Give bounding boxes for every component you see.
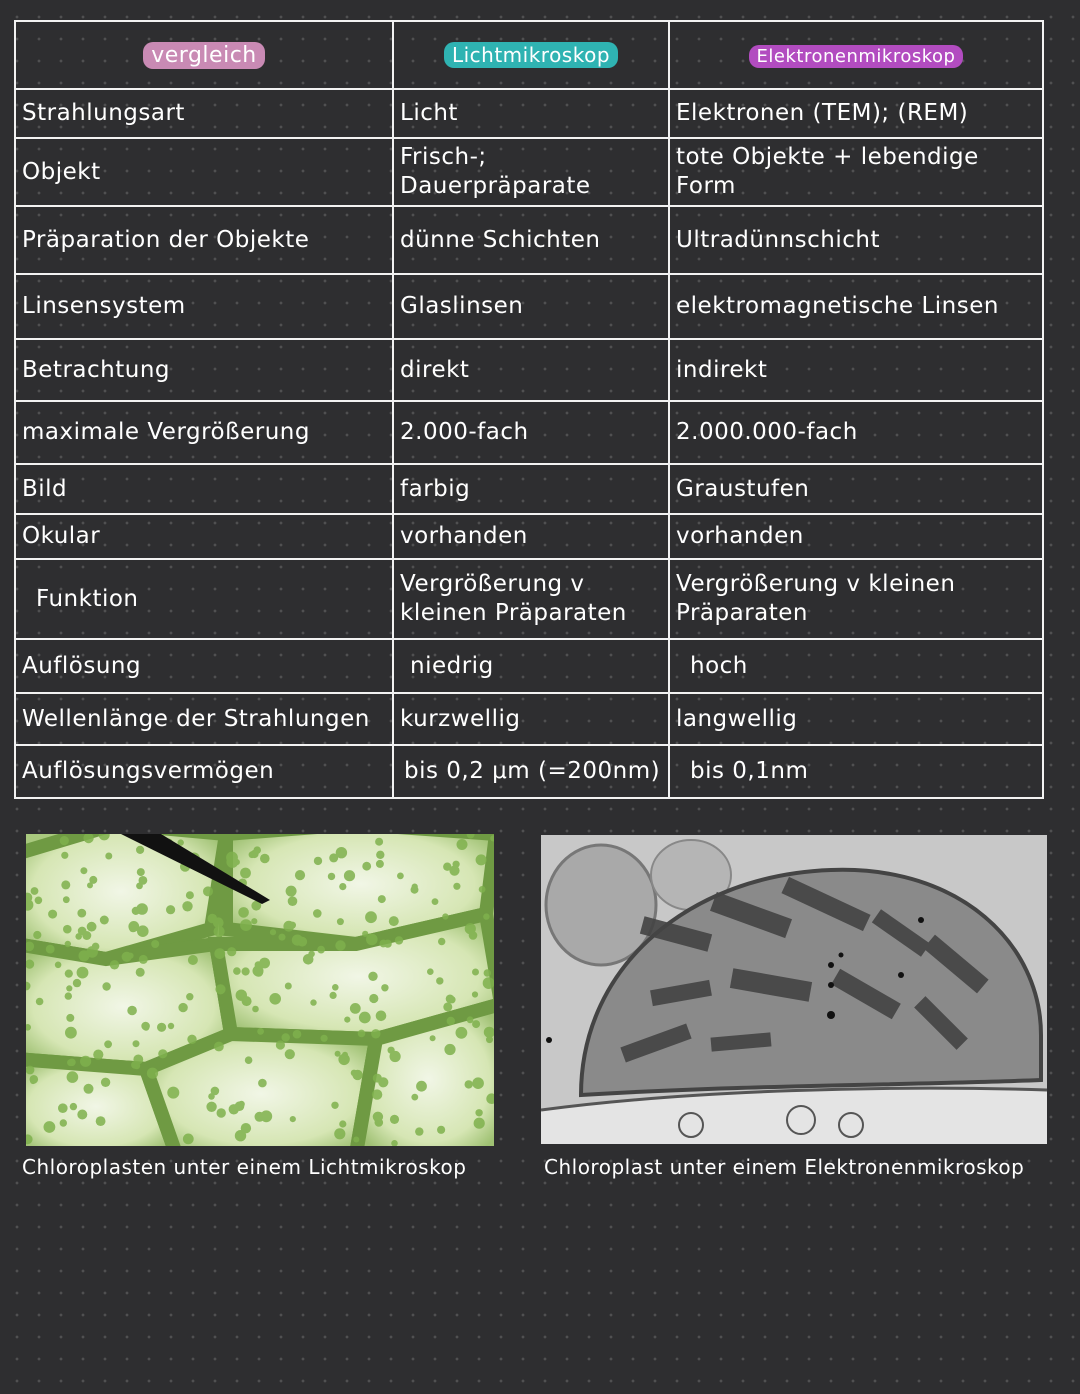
chloroplast-dot — [308, 951, 315, 958]
chloroplast-dot — [80, 1056, 91, 1067]
chloroplast-dot — [242, 967, 250, 975]
table-row — [15, 401, 1043, 464]
electron-micrograph-image — [541, 835, 1047, 1144]
chloroplast-dot — [217, 1108, 226, 1117]
chloroplast-dot — [430, 1035, 436, 1041]
light-value: kurzwellig — [393, 693, 669, 745]
header-cell-elektronenmikroskop — [669, 21, 1043, 89]
chloroplast-dot — [183, 1134, 194, 1145]
chloroplast-dot — [269, 993, 281, 1005]
chloroplast-dot — [317, 946, 325, 954]
chloroplast-dot — [35, 897, 43, 905]
chloroplast-dot — [483, 977, 494, 989]
chloroplast-dot — [411, 1094, 418, 1101]
chloroplast-dot — [289, 922, 296, 929]
chloroplast-dot — [376, 1011, 387, 1022]
chloroplast-dot — [36, 998, 44, 1006]
chloroplast-dot — [96, 1116, 106, 1126]
chloroplast-dot — [182, 901, 192, 911]
chloroplast-dot — [344, 1017, 350, 1023]
chloroplast-dot — [252, 1006, 259, 1013]
chloroplast-dot — [453, 883, 460, 890]
chloroplast-dot — [44, 1121, 56, 1133]
chloroplast-dot — [338, 1054, 349, 1065]
table-row — [15, 745, 1043, 798]
chloroplast-dot — [46, 945, 55, 954]
chloroplast-dot — [270, 929, 276, 935]
chloroplast-dot — [241, 1123, 251, 1133]
electron-value: Elektronen (TEM); (REM) — [669, 89, 1043, 138]
electron-value: Ultradünnschicht — [669, 206, 1043, 274]
chloroplast-dot — [380, 940, 388, 948]
chloroplast-dot — [133, 1055, 143, 1065]
header-label-vergleich: vergleich — [143, 42, 264, 69]
chloroplast-dot — [238, 907, 249, 918]
chloroplast-dot — [373, 1112, 383, 1122]
chloroplast-dot — [456, 1027, 468, 1039]
chloroplast-dot — [87, 922, 97, 932]
chloroplast-dot — [229, 1104, 239, 1114]
row-label: Funktion — [15, 559, 393, 639]
header-cell-vergleich — [15, 21, 393, 89]
chloroplast-dot — [358, 1030, 366, 1038]
chloroplast-dot — [376, 851, 384, 859]
chloroplast-dot — [437, 1126, 445, 1134]
chloroplast-dot — [249, 851, 256, 858]
table-row — [15, 89, 1043, 138]
row-label: maximale Vergrößerung — [15, 401, 393, 464]
chloroplast-dot — [328, 873, 335, 880]
row-label: Linsensystem — [15, 274, 393, 339]
electron-micrograph-drawing — [541, 835, 1047, 1144]
chloroplast-dot — [369, 994, 378, 1003]
chloroplast-dot — [214, 1042, 224, 1052]
light-value: Vergrößerung v kleinen Präparaten — [393, 559, 669, 639]
table-row — [15, 206, 1043, 274]
chloroplast-dot — [137, 925, 149, 937]
light-value: direkt — [393, 339, 669, 401]
chloroplast-dot — [359, 1012, 371, 1024]
chloroplast-dot — [337, 918, 344, 925]
chloroplast-dot — [295, 870, 305, 880]
chloroplast-dot — [30, 1078, 36, 1084]
chloroplast-dot — [65, 1027, 77, 1039]
chloroplast-dot — [136, 968, 145, 977]
chloroplast-dot — [101, 1078, 110, 1087]
chloroplast-dot — [188, 955, 198, 965]
chloroplast-dot — [80, 867, 87, 874]
chloroplast-dot — [158, 1049, 167, 1058]
chloroplast-dot — [147, 1068, 158, 1079]
chloroplast-dot — [442, 913, 448, 919]
chloroplast-dot — [89, 876, 97, 884]
chloroplast-dot — [472, 991, 478, 997]
chloroplast-dot — [78, 927, 87, 936]
chloroplast-dot — [203, 886, 213, 896]
light-micrograph-image — [26, 834, 494, 1146]
chloroplast-dot — [233, 967, 241, 975]
chloroplast-dot — [313, 909, 322, 918]
row-label: Strahlungsart — [15, 89, 393, 138]
chloroplast-dot — [288, 896, 298, 906]
chloroplast-dot — [73, 979, 81, 987]
chloroplast-dot — [240, 868, 251, 879]
electron-value: langwellig — [669, 693, 1043, 745]
chloroplast-dot — [465, 1080, 473, 1088]
chloroplast-dot — [102, 982, 110, 990]
chloroplast-dot — [84, 1084, 94, 1094]
electron-value: indirekt — [669, 339, 1043, 401]
chloroplast-dot — [33, 931, 41, 939]
header-label-lichtmikroskop: Lichtmikroskop — [444, 42, 618, 68]
chloroplast-dot — [390, 1051, 401, 1062]
chloroplast-dot — [110, 960, 119, 969]
chloroplast-dot — [100, 916, 109, 925]
chloroplast-dot — [240, 919, 252, 931]
light-figure-caption: Chloroplasten unter einem Lichtmikroskop — [22, 1155, 467, 1179]
chloroplast-dot — [475, 1109, 482, 1116]
chloroplast-dot — [31, 887, 39, 895]
chloroplast-dot — [438, 938, 445, 945]
chloroplast-dot — [168, 1023, 174, 1029]
chloroplast-dot — [365, 911, 377, 923]
table-row — [15, 138, 1043, 206]
chloroplast-dot — [139, 955, 148, 964]
chloroplast-dot — [447, 1017, 455, 1025]
light-value: Glaslinsen — [393, 274, 669, 339]
table-row — [15, 693, 1043, 745]
chloroplast-dot — [457, 839, 468, 850]
electron-value: Vergrößerung v kleinen Präparaten — [669, 559, 1043, 639]
chloroplast-dot — [227, 947, 236, 956]
chloroplast-dot — [105, 853, 112, 860]
chloroplast-dot — [167, 1087, 179, 1099]
chloroplast-dot — [254, 968, 263, 977]
chloroplast-dot — [157, 1023, 166, 1032]
chloroplast-dot — [245, 1056, 253, 1064]
light-value: vorhanden — [393, 514, 669, 559]
row-label: Betrachtung — [15, 339, 393, 401]
chloroplast-dot — [362, 931, 368, 937]
chloroplast-dot — [63, 896, 70, 903]
electron-value: Graustufen — [669, 464, 1043, 514]
header-row — [15, 21, 1043, 89]
chloroplast-dot — [486, 1036, 493, 1043]
chloroplast-dot — [132, 907, 140, 915]
chloroplast-dot — [58, 1103, 68, 1113]
chloroplast-dot — [332, 984, 339, 991]
light-value: Licht — [393, 89, 669, 138]
chloroplast-dot — [484, 969, 491, 976]
chloroplast-dot — [432, 898, 439, 905]
chloroplast-dot — [68, 1059, 76, 1067]
chloroplast-dot — [279, 934, 286, 941]
header-cell-lichtmikroskop — [393, 21, 669, 89]
chloroplast-dot — [77, 1110, 87, 1120]
chloroplast-dot — [70, 1103, 77, 1110]
chloroplast-dot — [443, 1002, 452, 1011]
chloroplast-dot — [292, 935, 303, 946]
chloroplast-dot — [63, 925, 72, 934]
chloroplast-dot — [293, 1030, 302, 1039]
chloroplast-dot — [48, 910, 57, 919]
chloroplast-dot — [339, 1120, 346, 1127]
electron-value: 2.000.000-fach — [669, 401, 1043, 464]
chloroplast-dot — [321, 1035, 328, 1042]
chloroplast-dot — [61, 880, 70, 889]
electron-value: vorhanden — [669, 514, 1043, 559]
chloroplast-dot — [465, 923, 476, 934]
chloroplast-dot — [339, 883, 346, 890]
chloroplast-dot — [331, 1102, 338, 1109]
chloroplast-dot — [139, 876, 148, 885]
light-micrograph-drawing — [26, 834, 494, 1146]
chloroplast-dot — [352, 1070, 362, 1080]
chloroplast-dot — [371, 1029, 380, 1038]
chloroplast-dot — [344, 870, 355, 881]
light-value: farbig — [393, 464, 669, 514]
chloroplast-dot — [178, 1003, 187, 1012]
chloroplast-dot — [314, 857, 322, 865]
chloroplast-dot — [449, 866, 459, 876]
light-value: niedrig — [393, 639, 669, 693]
light-value: bis 0,2 μm (=200nm) — [393, 745, 669, 798]
chloroplast-dot — [136, 846, 144, 854]
table-row — [15, 514, 1043, 559]
chloroplast-dot — [77, 967, 89, 979]
chloroplast-dot — [214, 948, 225, 959]
chloroplast-dot — [129, 924, 137, 932]
chloroplast-dot — [350, 1003, 361, 1014]
chloroplast-dot — [65, 941, 71, 947]
chloroplast-dot — [381, 984, 388, 991]
chloroplast-dot — [472, 1077, 484, 1089]
chloroplast-dot — [208, 914, 218, 924]
chloroplast-dot — [258, 1079, 267, 1088]
chloroplast-dot — [334, 1128, 345, 1139]
chloroplast-dot — [416, 1081, 427, 1092]
chloroplast-dot — [483, 913, 489, 919]
light-value: 2.000-fach — [393, 401, 669, 464]
chloroplast-dot — [143, 1024, 150, 1031]
header-label-elektronenmikroskop: Elektronenmikroskop — [749, 45, 964, 68]
row-label: Präparation der Objekte — [15, 206, 393, 274]
table-row — [15, 559, 1043, 639]
chloroplast-dot — [427, 968, 434, 975]
chloroplast-dot — [259, 958, 270, 969]
chloroplast-dot — [330, 992, 337, 999]
chloroplast-dot — [444, 1044, 455, 1055]
row-label: Auflösungsvermögen — [15, 745, 393, 798]
row-label: Wellenlänge der Strahlungen — [15, 693, 393, 745]
chloroplast-dot — [206, 1102, 216, 1112]
chloroplast-dot — [187, 1035, 196, 1044]
electron-value: bis 0,1nm — [669, 745, 1043, 798]
chloroplast-dot — [93, 1050, 103, 1060]
chloroplast-dot — [186, 993, 193, 1000]
chloroplast-dot — [378, 895, 386, 903]
chloroplast-dot — [282, 1033, 290, 1041]
chloroplast-dot — [166, 905, 175, 914]
chloroplast-dot — [290, 1116, 296, 1122]
chloroplast-dot — [242, 996, 252, 1006]
electron-value: hoch — [669, 639, 1043, 693]
chloroplast-dot — [65, 992, 72, 999]
chloroplast-dot — [378, 1077, 388, 1087]
chloroplast-dot — [415, 1127, 423, 1135]
comparison-table — [14, 20, 1044, 799]
chloroplast-dot — [66, 1014, 74, 1022]
chloroplast-dot — [127, 953, 133, 959]
chloroplast-dot — [336, 847, 347, 858]
chloroplast-dot — [368, 972, 377, 981]
chloroplast-dot — [257, 1028, 264, 1035]
chloroplast-dot — [127, 1006, 137, 1016]
chloroplast-dot — [353, 1137, 359, 1143]
electron-figure-caption: Chloroplast unter einem Elektronenmikroskop — [544, 1155, 1025, 1179]
chloroplast-dot — [467, 1016, 474, 1023]
chloroplast-dot — [362, 862, 371, 871]
chloroplast-dot — [276, 1040, 285, 1049]
table-row — [15, 274, 1043, 339]
chloroplast-dot — [67, 1071, 79, 1083]
chloroplast-dot — [60, 836, 69, 845]
chloroplast-dot — [92, 943, 100, 951]
chloroplast-dot — [310, 999, 316, 1005]
chloroplast-dot — [137, 868, 145, 876]
electron-value: elektromagnetische Linsen — [669, 274, 1043, 339]
chloroplast-dot — [214, 926, 225, 937]
chloroplast-dot — [472, 969, 479, 976]
row-label: Bild — [15, 464, 393, 514]
chloroplast-dot — [286, 886, 297, 897]
chloroplast-dot — [61, 852, 68, 859]
chloroplast-dot — [397, 873, 404, 880]
row-label: Okular — [15, 514, 393, 559]
chloroplast-dot — [390, 1115, 399, 1124]
chloroplast-dot — [55, 962, 62, 969]
chloroplast-dot — [476, 854, 487, 865]
chloroplast-dot — [285, 1049, 295, 1059]
chloroplast-dot — [26, 1066, 34, 1075]
chloroplast-dot — [211, 1087, 220, 1096]
table-row — [15, 639, 1043, 693]
chloroplast-dot — [60, 1119, 67, 1126]
chloroplast-dot — [238, 1101, 245, 1108]
chloroplast-dot — [448, 996, 455, 1003]
chloroplast-dot — [474, 1118, 485, 1129]
chloroplast-dot — [151, 940, 159, 948]
table-row — [15, 339, 1043, 401]
chloroplast-dot — [133, 1040, 140, 1047]
row-label: Auflösung — [15, 639, 393, 693]
chloroplast-dot — [479, 886, 486, 893]
chloroplast-dot — [251, 918, 257, 924]
chloroplast-dot — [436, 977, 443, 984]
chloroplast-dot — [372, 1089, 382, 1099]
chloroplast-dot — [66, 985, 72, 991]
chloroplast-dot — [285, 983, 292, 990]
chloroplast-dot — [472, 1020, 480, 1028]
chloroplast-dot — [186, 891, 194, 899]
chloroplast-dot — [226, 852, 238, 864]
chloroplast-dot — [395, 936, 403, 944]
chloroplast-dot — [260, 854, 270, 864]
light-value: Frisch-; Dauerpräparate — [393, 138, 669, 206]
chloroplast-dot — [411, 886, 419, 894]
chloroplast-dot — [215, 984, 225, 994]
chloroplast-dot — [375, 838, 383, 846]
row-label: Objekt — [15, 138, 393, 206]
electron-value: tote Objekte + lebendige Form — [669, 138, 1043, 206]
chloroplast-dot — [260, 1110, 272, 1122]
light-value: dünne Schichten — [393, 206, 669, 274]
chloroplast-dot — [389, 916, 399, 926]
chloroplast-dot — [104, 1040, 112, 1048]
table-row — [15, 464, 1043, 514]
chloroplast-dot — [376, 860, 384, 868]
chloroplast-dot — [65, 970, 73, 978]
chloroplast-dot — [335, 940, 345, 950]
chloroplast-dot — [77, 909, 86, 918]
